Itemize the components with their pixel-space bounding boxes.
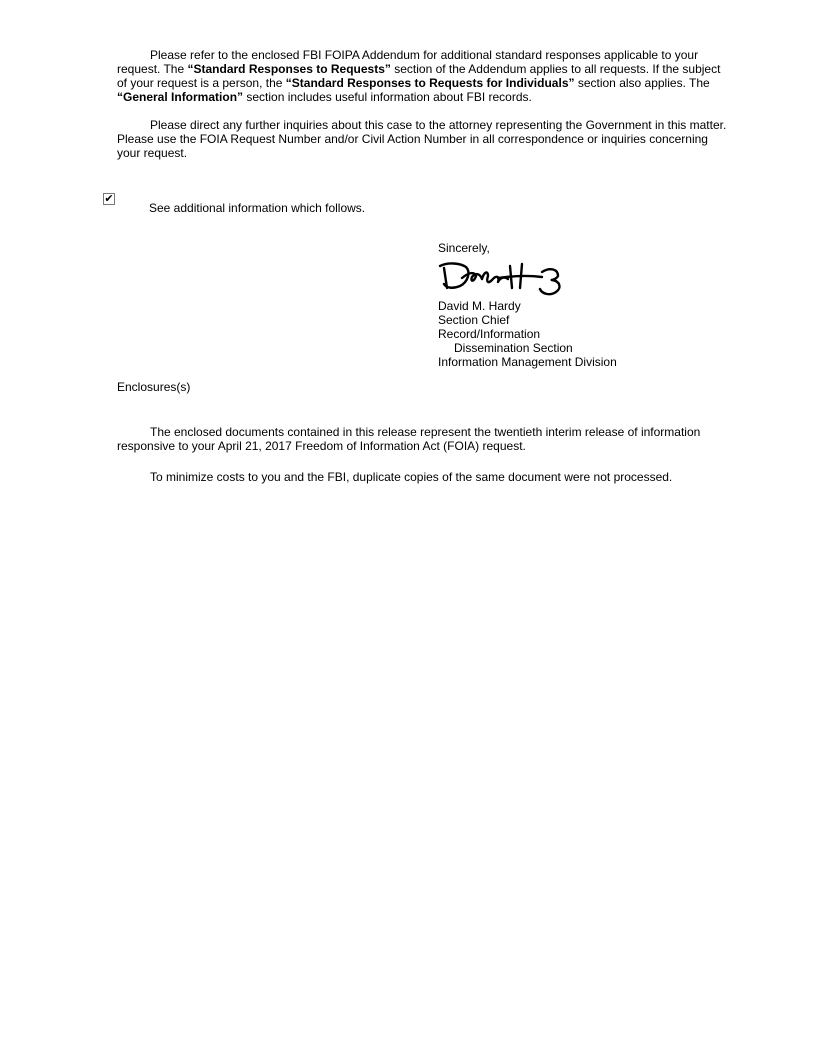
additional-info-row [103,193,503,217]
signature-block [438,299,688,369]
addendum-text-2: section of the Addendum applies to all requests. If the subject of your request is a person, the [117,62,721,90]
individuals-heading: “Standard Responses to Requests for Individuals” [285,76,575,90]
additional-info-label: See additional information which follows. [149,201,366,215]
addendum-text-1: Please refer to the enclosed FBI FOIPA Addendum for additional standard responses applicable to your request. The [117,48,699,76]
checkmark-icon: ✔ [104,193,114,205]
interim-release-text: The enclosed documents contained in this release represent the twentieth interim release of information responsive to your April 21, 2017 Freedom of Information Act (FOIA) request. [117,425,701,453]
inquiries-text: Please direct any further inquiries about this case to the attorney representing the Government in this matter. Please use the FOIA Request Number and/or Civil Action Number in all correspondence or inquiries concerning your request. [117,118,727,160]
enclosures-note: Enclosures(s) [117,380,191,394]
signer-name: David M. Hardy [438,299,521,313]
standard-responses-heading: “Standard Responses to Requests” [187,62,391,76]
signer-department-line-1: Record/Information [438,327,541,341]
signer-division: Information Management Division [438,355,617,369]
general-information-heading: “General Information” [117,90,244,104]
signer-department-line-2: Dissemination Section [454,341,573,355]
inquiries-paragraph [117,118,727,160]
duplicate-copies-paragraph [117,470,727,484]
addendum-text-4: section includes useful information about FBI records. [243,90,532,104]
closing-salutation: Sincerely, [438,241,490,255]
addendum-text-3: section also applies. The [574,76,710,90]
handwritten-signature [438,258,568,300]
signer-title: Section Chief [438,313,510,327]
interim-release-paragraph [117,425,727,453]
duplicate-copies-text: To minimize costs to you and the FBI, duplicate copies of the same document were not processed. [150,470,673,484]
closing-block [438,241,688,255]
additional-info-checkbox[interactable] [103,193,115,205]
addendum-paragraph [117,48,727,104]
